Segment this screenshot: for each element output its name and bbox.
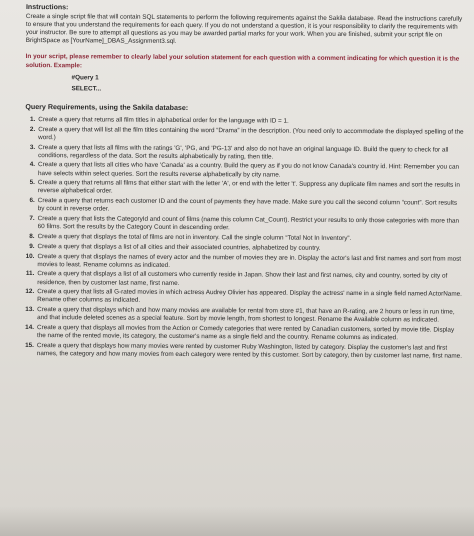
requirement-item-14: 14. Create a query that displays all movies from the Action or Comedy categories that were rented by Canadian customers, sorted by movie title. Display the name of the rented movie, its category, the customer's name as a single field and the country. Rename columns as indicated. [25, 324, 455, 342]
requirement-item-4: 4. Create a query that lists all cities who have 'Canada' as a country. Build the query as if you do not know Canada's country id. Hint: Remember you can have selects within select queries. Sort the results reverse alphabetically by city name. [29, 161, 460, 179]
requirement-item-3: 3. Create a query that lists all films with the ratings 'G', 'PG, and 'PG-13' and also do not have an original language ID. Build the query to check for all conditions, regardless of the data. Sort the results alphabetically by rating, then title. [29, 143, 449, 161]
example-comment: #Query 1 [71, 73, 99, 82]
requirement-item-11: 11. Create a query that displays a list of all customers who currently reside in Japan. Show their last and first names, city and country, sorted by city of residence, then by customer last name, first name. [25, 270, 448, 287]
requirement-item-9: 9. Create a query that displays a list of all cities and their associated countries, alphabetized by country. [29, 242, 321, 252]
requirement-item-13: 13. Create a query that displays which and how many movies are available for rental from store #1, that have an R-rating, are 2 hours or less in run time, and that include deleted scenes as a special feature. Sort by movie length, from shortest to longest. Rename the Available column as indicated. [25, 306, 455, 324]
requirement-item-15: 15. Create a query that displays how many movies were rented by customer Ruby Washington, listed by category. Display the customer's last and first names, the category and how many movies from each category were rented by this customer. Sort by category, then by customer last name, first name. [25, 341, 462, 360]
requirements-list [24, 116, 465, 361]
requirement-item-1: 1. Create a query that returns all film titles in alphabetical order for the language with ID = 1. [29, 115, 289, 125]
instructions-heading: Instructions: [25, 4, 69, 12]
labeling-note: In your script, please remember to clearly label your solution statement for each question with a comment indicating for which question it is the solution. Example: [25, 53, 460, 69]
instructions-text: Create a single script file that will contain SQL statements to perform the following requirements against the Sakila database. Read the instructions carefully to ensure that you understand the requirements for each query. If you do not understand a question, it is your responsibility to clarify the requirements with your instructor. Be sure to attempt all questions as you may be awarded partial marks for your work. When you are finished, submit your script file on BrightSpace as [YourName]_DBAS_Assignment3.sql. [25, 13, 463, 46]
requirement-item-8: 8. Create a query that displays the total of films are not in inventory. Call the single column “Total Not In Inventory”. [29, 232, 352, 242]
photo-shadow [0, 506, 474, 536]
document-content [24, 4, 466, 362]
requirement-item-5: 5. Create a query that returns all films that either start with the letter 'A', or end with the letter 't'. Suppress any duplicate film names and sort the results in reverse alphabetical order. [29, 179, 460, 195]
requirement-item-7: 7. Create a query that lists the CategoryId and count of films (name this column Cat_Count). Restrict your results to only those categories with more than 60 films. Sort the results by the Category Count in descending order. [29, 215, 460, 232]
requirement-item-10: 10. Create a query that displays the names of every actor and the number of movies they are in. Display the actor's last and first names and sort from most movies to least. Rename columns as indicated. [25, 252, 462, 269]
requirement-item-6: 6. Create a query that returns each customer ID and the count of payments they have made. Make sure you call the second column “count”. Sort results by count in reverse order. [29, 197, 458, 213]
example-select: SELECT... [71, 85, 102, 93]
requirement-item-12: 12. Create a query that lists all G-rated movies in which actress Audrey Olivier has appeared. Display the actress' name in a single field named ActorName. Rename other columns as indicated. [25, 288, 462, 305]
requirements-title: Query Requirements, using the Sakila database: [25, 102, 189, 112]
requirement-item-2: 2. Create a query that will list all the film titles containing the word “Drama” in the description. (You need only to accommodate the displayed spelling of the word.) [29, 125, 464, 141]
